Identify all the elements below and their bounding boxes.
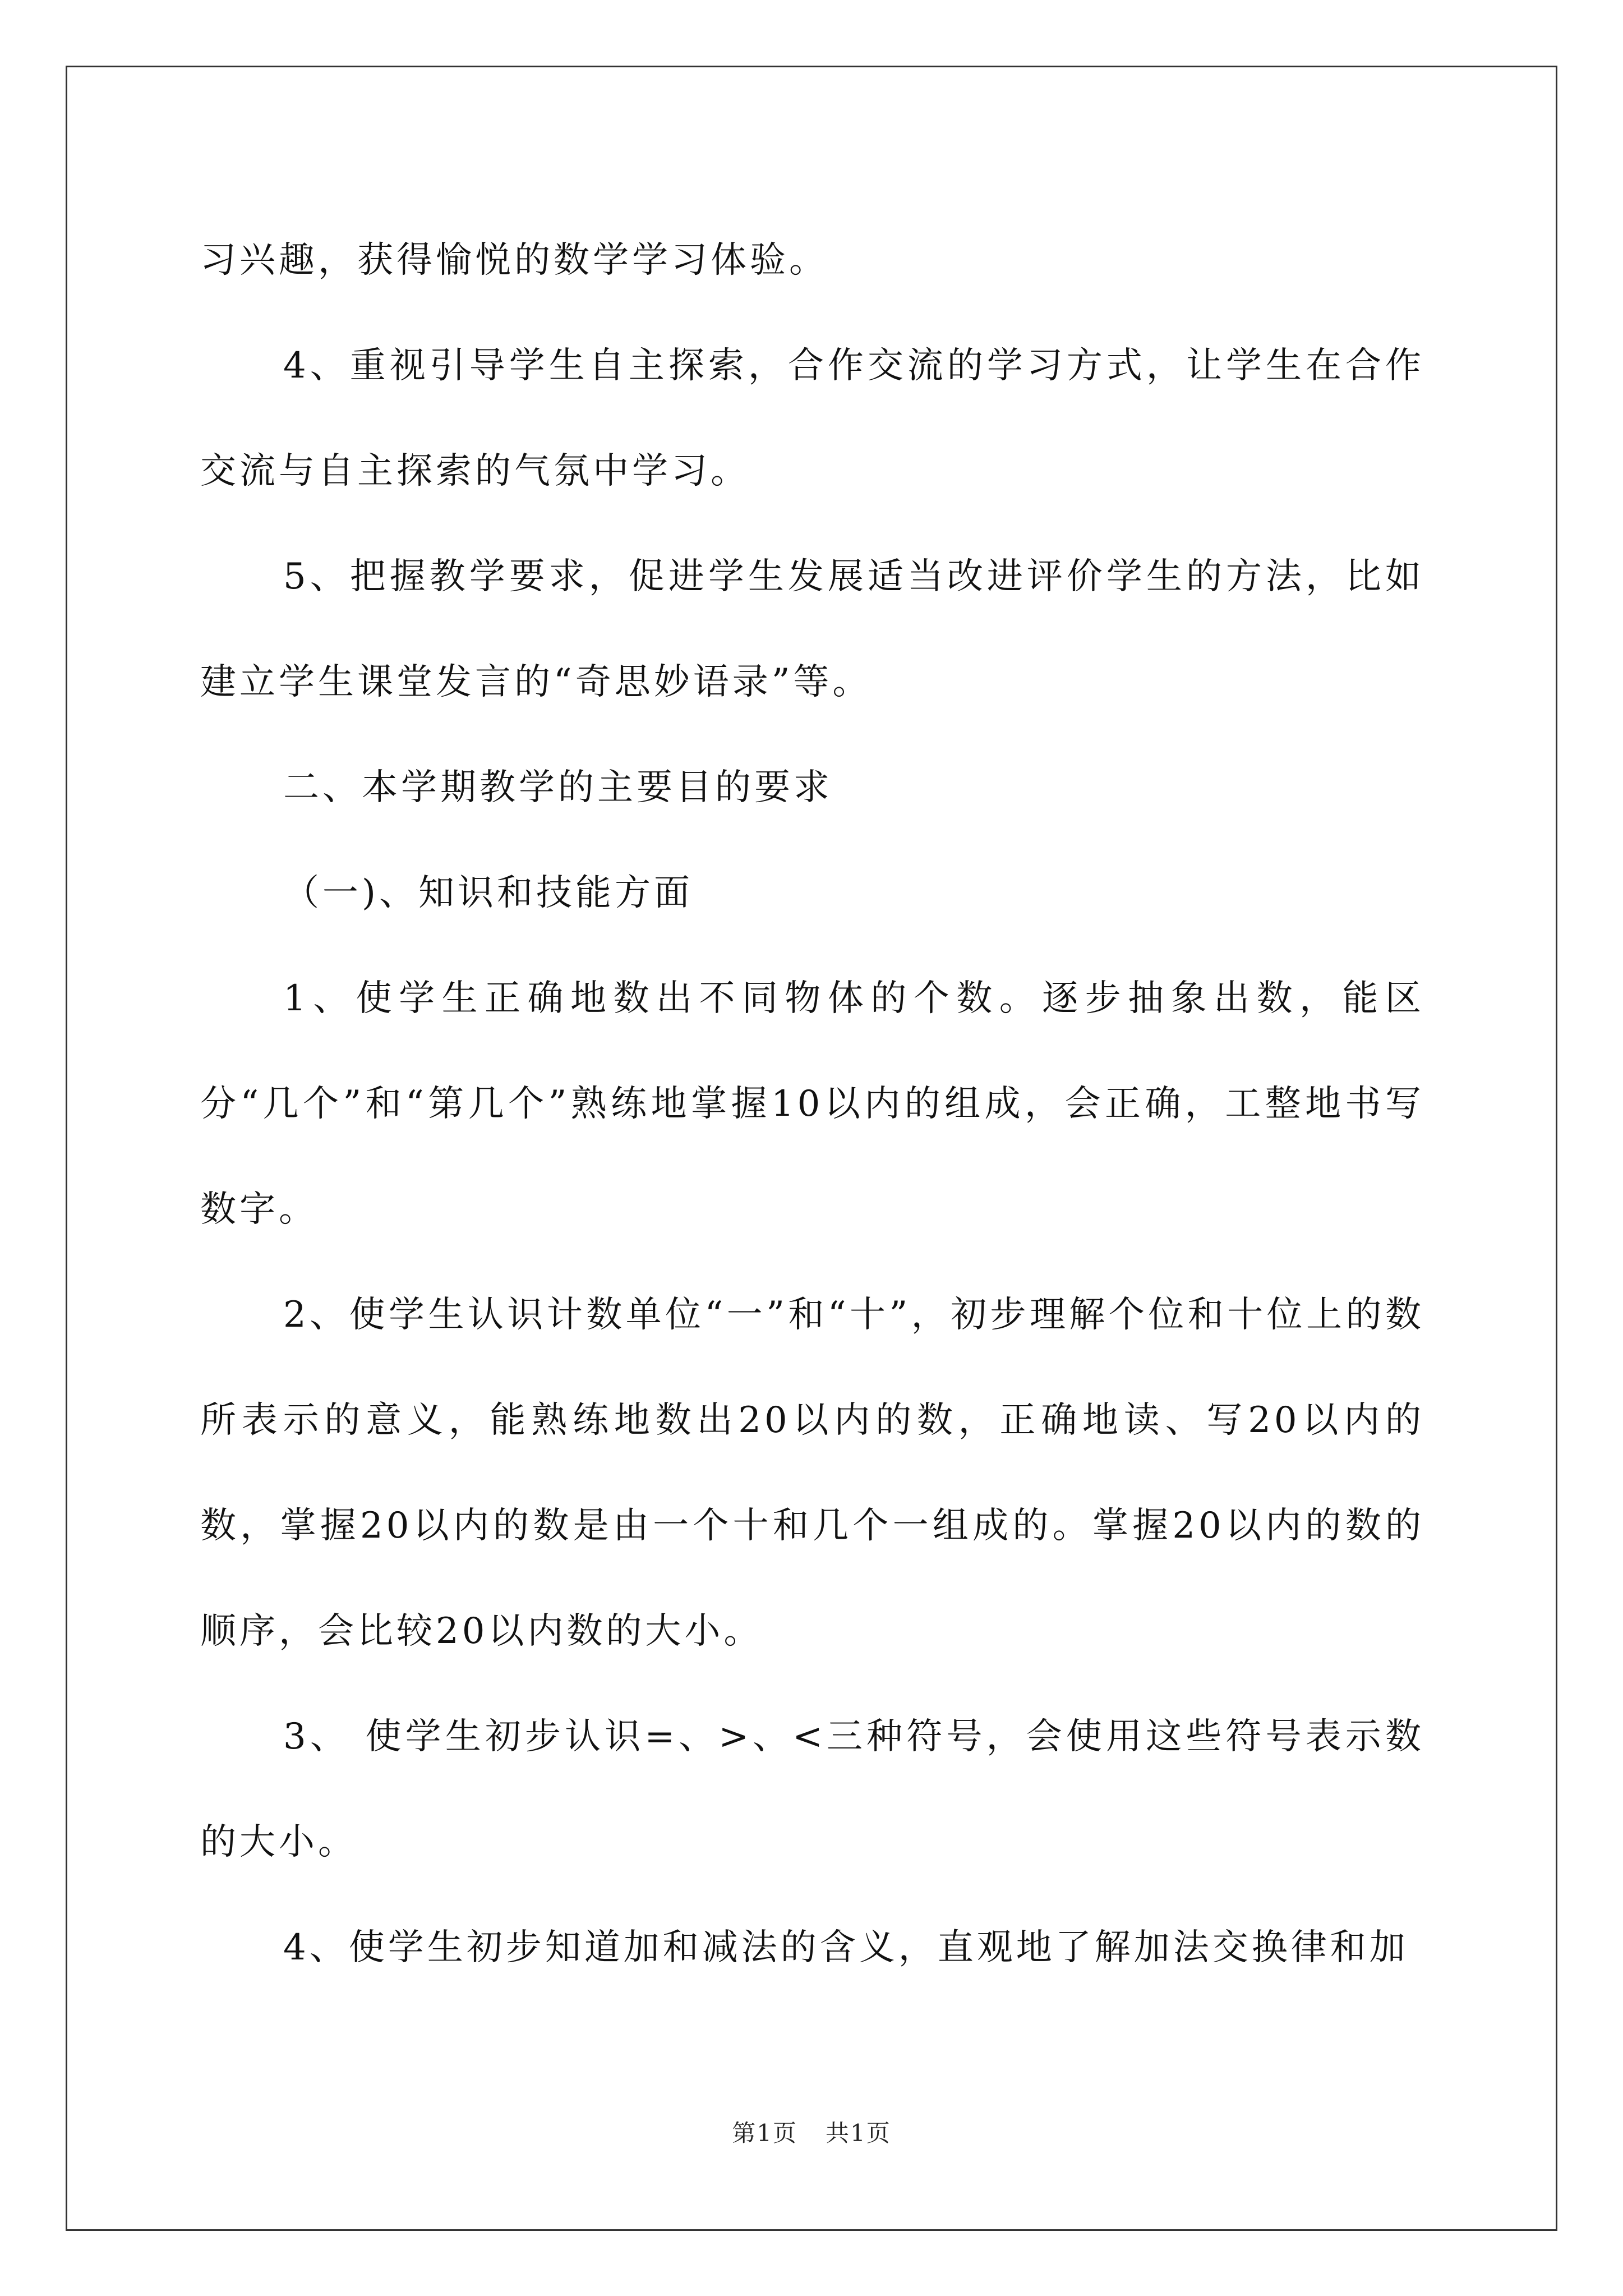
paragraph-2: 4、重视引导学生自主探索，合作交流的学习方式，让学生在合作交流与自主探索的气氛中学习。	[200, 345, 1424, 492]
page-footer	[0, 2115, 1623, 2148]
paragraph-3: 5、把握教学要求，促进学生发展适当改进评价学生的方法，比如建立学生课堂发言的“奇思妙语录”等。	[200, 556, 1424, 703]
paragraph-7: 4、使学生初步知道加和减法的含义，直观地了解加法交换律和加	[283, 1927, 1409, 1968]
page-number-total: 共1页	[826, 2119, 891, 2147]
paragraph-4: 1、使学生正确地数出不同物体的个数。逐步抽象出数，能区分“几个”和“第几个”熟练地掌握10以内的组成，会正确，工整地书写数字。	[200, 978, 1424, 1230]
paragraph-6: 3、 使学生初步认识=、>、<三种符号，会使用这些符号表示数的大小。	[200, 1716, 1424, 1863]
subsection-heading: （一)、知识和技能方面	[283, 872, 693, 914]
paragraph-1: 习兴趣，获得愉悦的数学学习体验。	[200, 240, 828, 281]
document-body	[200, 208, 1424, 2000]
section-heading: 二、本学期教学的主要目的要求	[283, 767, 833, 808]
paragraph-5: 2、使学生认识计数单位“一”和“十”，初步理解个位和十位上的数所表示的意义，能熟练地数出20以内的数，正确地读、写20以内的数，掌握20以内的数是由一个十和几个一组成的。掌握20以内的数的顺序，会比较20以内数的大小。	[200, 1294, 1424, 1652]
page-number-current: 第1页	[732, 2119, 797, 2147]
